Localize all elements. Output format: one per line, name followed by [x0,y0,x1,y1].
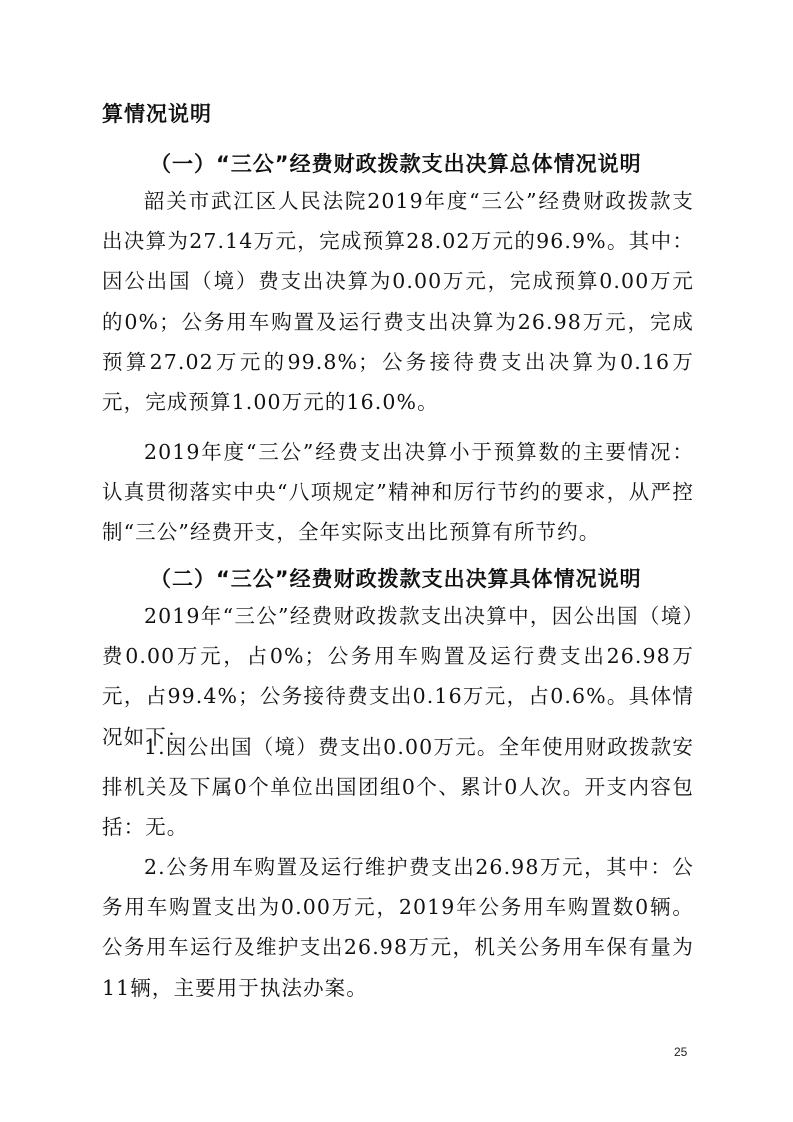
paragraph-detail-summary: 2019年“三公”经费财政拨款支出决算中，因公出国（境）费0.00万元，占0%；公务用车购置及运行费支出26.98万元，占99.4%；公务接待费支出0.16万元，占0.6%。具体情况如下： [102,604,694,749]
paragraph-overseas-travel: 1.因公出国（境）费支出0.00万元。全年使用财政拨款安排机关及下属0个单位出国团组0个、累计0人次。开支内容包括：无。 [102,735,694,840]
subsection-1-title: （一）“三公”经费财政拨款支出决算总体情况说明 [150,152,642,176]
paragraph-savings-reason: 2019年度“三公”经费支出决算小于预算数的主要情况：认真贯彻落实中央“八项规定”精神和厉行节约的要求，从严控制“三公”经费开支，全年实际支出比预算有所节约。 [102,440,694,545]
paragraph-official-vehicles: 2.公务用车购置及运行维护费支出26.98万元，其中：公务用车购置支出为0.00万元，2019年公务用车购置数0辆。公务用车运行及维护支出26.98万元，机关公务用车保有量为11辆，主要用于执法办案。 [102,855,694,1000]
paragraph-overall-summary: 韶关市武江区人民法院2019年度“三公”经费财政拨款支出决算为27.14万元，完成预算28.02万元的96.9%。其中：因公出国（境）费支出决算为0.00万元，完成预算0.00万元的0%；公务用车购置及运行费支出决算为26.98万元，完成预算27.02万元的99.8%；公务接待费支出决算为0.16万元，完成预算1.00万元的16.0%。 [102,189,694,415]
page-number: 25 [674,1045,688,1059]
subsection-2-title: （二）“三公”经费财政拨款支出决算具体情况说明 [150,567,642,591]
section-title: 算情况说明 [102,102,212,126]
